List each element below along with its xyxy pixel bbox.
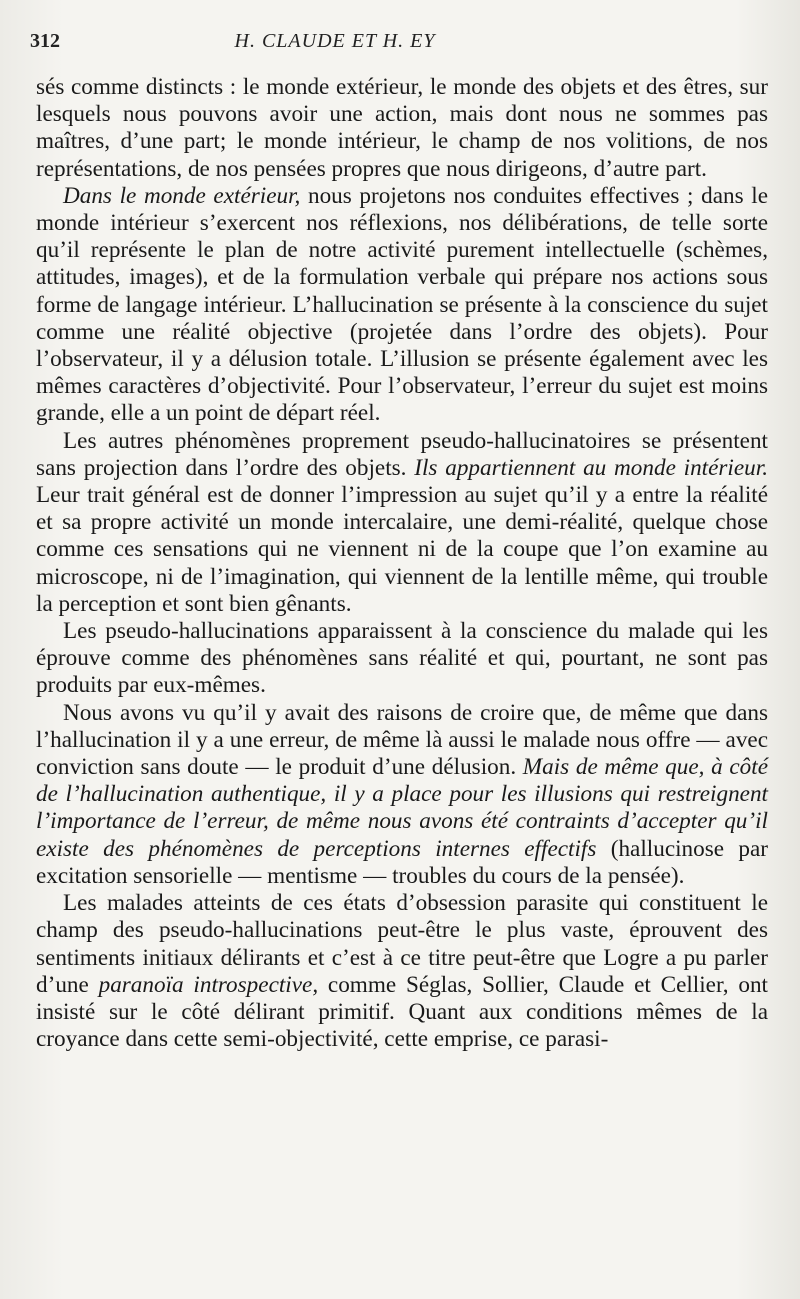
paragraph-5	[36, 700, 768, 890]
paragraph-3-text-a: Les autres phénomènes proprement pseudo-hallucinatoires se présentent sans projection dans l’ordre des objets.	[36, 427, 768, 481]
paragraph-5-text-a: Nous avons vu qu’il y avait des raisons de croire que, de même que dans l’hallucination il y a une erreur, de même là aussi le malade nous offre — avec conviction sans doute — le produit d’une délusion.	[36, 699, 768, 781]
page-number: 312	[30, 30, 60, 52]
paragraph-6-text-a: Les malades atteints de ces états d’obsession parasite qui constituent le champ des pseudo-hallucinations peut-être le plus vaste, éprouvent des sentiments initiaux délirants et c’est à ce titre peut-être que Logre a pu parler d’une	[36, 890, 768, 998]
paragraph-6	[36, 890, 768, 1053]
paragraph-2	[36, 183, 768, 428]
paragraph-6-italic: paranoïa introspective,	[98, 971, 319, 998]
paragraph-3-text-b: Leur trait général est de donner l’impression au sujet qu’il y a entre la réalité et sa propre activité un monde intercalaire, une demi-réalité, quelque chose comme ces sensations qui ne viennent ni de la coupe que l’on examine au microscope, ni de l’imagination, qui viennent de la lentille même, qui trouble la perception et sont bien gênants.	[36, 482, 768, 617]
paragraph-5-italic: Mais de même que, à côté de l’hallucination authentique, il y a place pour les illusions qui restreignent l’importance de l’erreur, de même nous avons été contraints d’accepter qu’il existe des phénomènes de perceptions internes effectifs	[36, 754, 768, 862]
paragraph-2-italic-lead: Dans le monde extérieur,	[63, 182, 301, 209]
paragraph-4-text: Les pseudo-hallucinations apparaissent à la conscience du malade qui les éprouve comme des phénomènes sans réalité et qui, pourtant, ne sont pas produits par eux-mêmes.	[36, 618, 768, 699]
paragraph-1	[36, 74, 768, 183]
paragraph-6-text-b: comme Séglas, Sollier, Claude et Cellier, ont insisté sur le côté délirant primitif. Quant aux conditions mêmes de la croyance dans cette semi-objectivité, cette emprise, ce parasi-	[36, 971, 768, 1053]
paragraph-1-text: sés comme distincts : le monde extérieur, le monde des objets et des êtres, sur lesquels nous pouvons avoir une action, mais dont nous ne sommes pas maîtres, d’une part; le monde intérieur, le champ de nos volitions, de nos représentations, de nos pensées propres que nous dirigeons, d’autre part.	[36, 74, 768, 182]
paragraph-4	[36, 618, 768, 700]
paragraph-3	[36, 428, 768, 618]
body-text	[36, 74, 768, 1053]
paragraph-5-text-b: (hallucinose par excitation sensorielle — mentisme — troubles du cours de la pensée).	[36, 835, 769, 889]
page-header	[30, 30, 760, 60]
running-head: H. CLAUDE ET H. EY	[234, 30, 436, 52]
paragraph-3-italic: Ils appartiennent au monde intérieur.	[414, 454, 769, 481]
paragraph-2-text: nous projetons nos conduites effectives ; dans le monde intérieur s’exercent nos réflexions, nos délibérations, de telle sorte qu’il représente le plan de notre activité purement intellectuelle (schèmes, attitudes, images), et de la formulation verbale qui prépare nos actions sous forme de langage intérieur. L’hallucination se présente à la conscience du sujet comme une réalité objective (projetée dans l’ordre des objets). Pour l’observateur, il y a délusion totale. L’illusion se présente également avec les mêmes caractères d’objectivité. Pour l’observateur, l’erreur du sujet est moins grande, elle a un point de départ réel.	[36, 182, 768, 427]
